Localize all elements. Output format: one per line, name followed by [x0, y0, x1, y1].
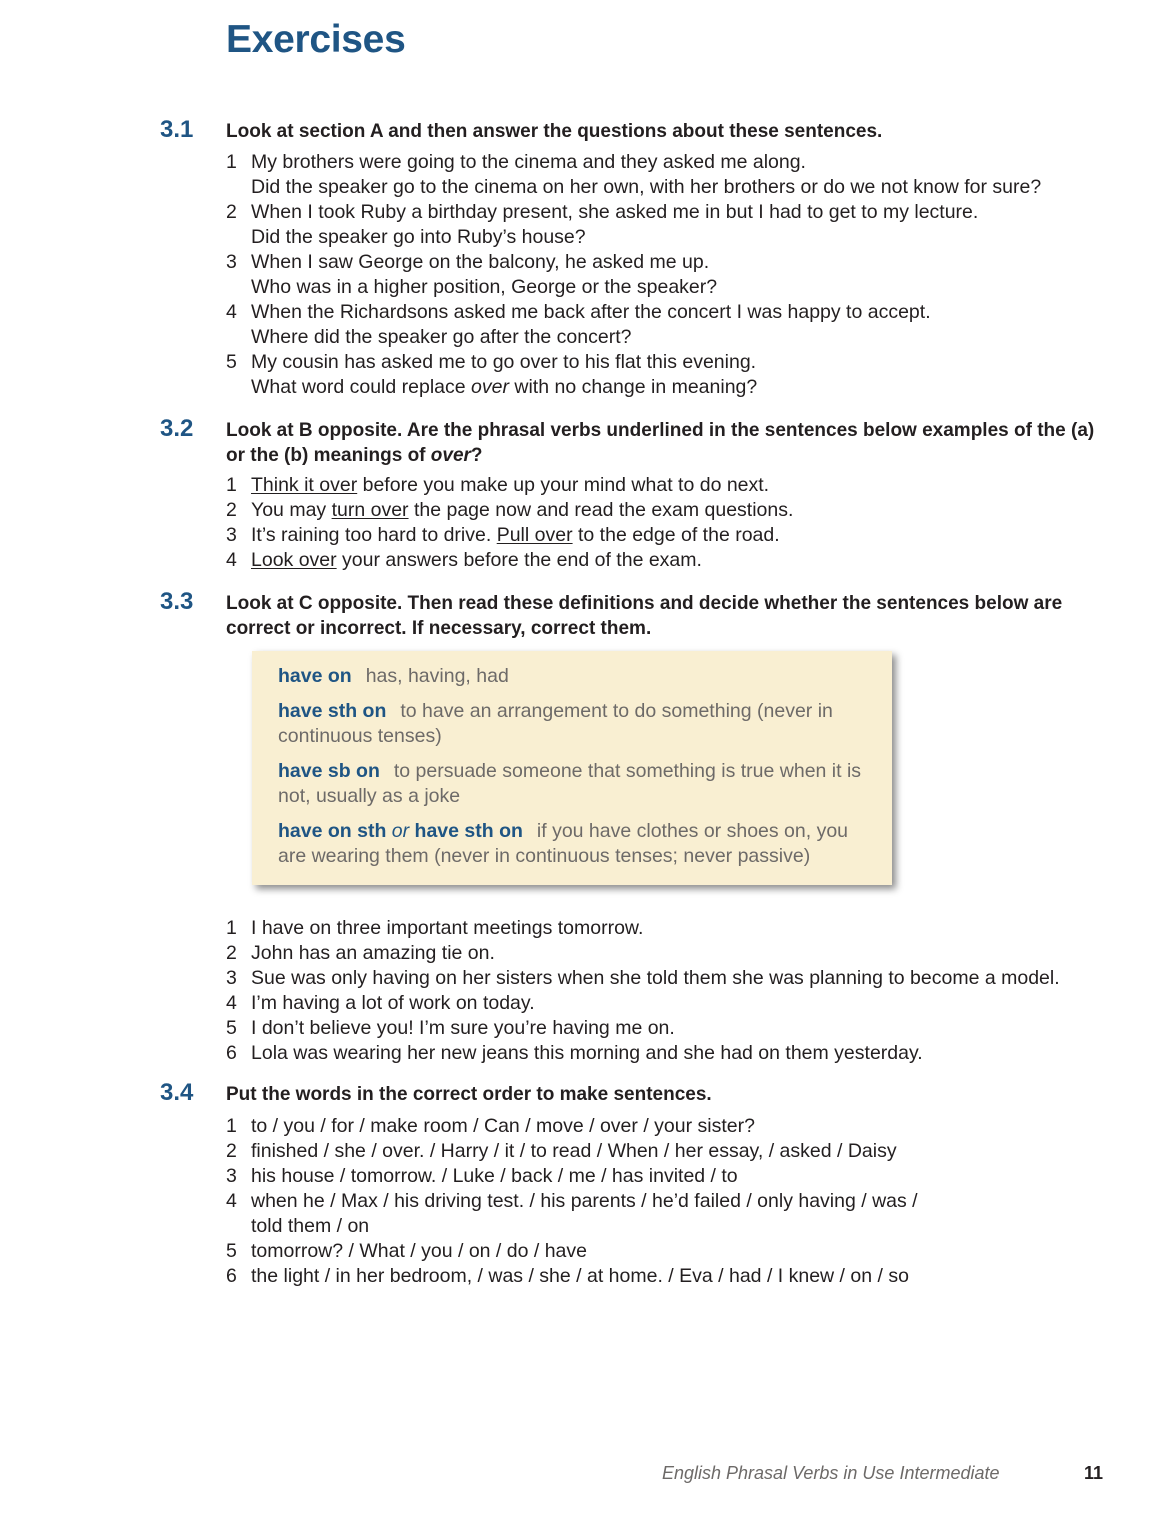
definition-entry	[278, 699, 872, 749]
list-item: 4 when he / Max / his driving test. / his parents / he’d failed / only having / was / told them / on	[226, 1190, 918, 1237]
item-number: 5	[226, 351, 237, 373]
item-number: 3	[226, 251, 237, 273]
item-number: 1	[226, 151, 237, 173]
emphasis: over	[471, 376, 509, 398]
item-question: Who was in a higher position, George or the speaker?	[251, 276, 718, 298]
list-item: 3 his house / tomorrow. / Luke / back / me / has invited / to	[226, 1165, 738, 1187]
list-item: 1 Think it over before you make up your mind what to do next.	[226, 474, 770, 496]
page-title: Exercises	[226, 18, 406, 61]
list-item: 4 Look over your answers before the end of the exam.	[226, 549, 702, 571]
item-number: 4	[226, 549, 237, 571]
exercise-number: 3.1	[160, 116, 194, 143]
headword: have sb on	[278, 760, 380, 782]
exercise-instruction: Put the words in the correct order to make sentences.	[226, 1084, 712, 1105]
list-item: 3 It’s raining too hard to drive. Pull over to the edge of the road.	[226, 524, 780, 546]
list-item	[226, 150, 1106, 200]
definition-text: to have an arrangement to do something (never in continuous tenses)	[278, 700, 833, 747]
item-question: What word could replace over with no change in meaning?	[251, 376, 758, 398]
emphasis: over	[430, 445, 471, 466]
list-item: 2 John has an amazing tie on.	[226, 942, 495, 964]
definition-text: if you have clothes or shoes on, you are wearing them (never in continuous tenses; never passive)	[278, 820, 849, 867]
definition-text: has, having, had	[365, 665, 509, 687]
item-number: 5	[226, 1017, 237, 1039]
item-question: Did the speaker go to the cinema on her own, with her brothers or do we not know for sure?	[251, 176, 1042, 198]
list-item: 1 I have on three important meetings tomorrow.	[226, 917, 644, 939]
item-number: 2	[226, 499, 237, 521]
headword: have on	[278, 665, 352, 687]
definition-entry	[278, 664, 872, 689]
definitions-box	[252, 651, 892, 885]
exercise-instruction: Look at C opposite. Then read these definitions and decide whether the sentences below are correct or incorrect. If necessary, correct them.	[226, 593, 1063, 639]
list-item: 1 to / you / for / make room / Can / move / over / your sister?	[226, 1115, 755, 1137]
headword: have sth on	[278, 700, 387, 722]
item-number: 6	[226, 1265, 237, 1287]
item-number: 2	[226, 1140, 237, 1162]
list-item	[226, 300, 1106, 350]
item-number: 3	[226, 524, 237, 546]
exercise-instruction: Look at section A and then answer the questions about these sentences.	[226, 121, 883, 142]
headword: have on sth or have sth on	[278, 820, 523, 842]
list-item: 2 You may turn over the page now and read the exam questions.	[226, 499, 794, 521]
exercise-3-4-list	[226, 1114, 1106, 1289]
list-item: 6 the light / in her bedroom, / was / she / at home. / Eva / had / I knew / on / so	[226, 1265, 909, 1287]
list-item	[226, 350, 1106, 400]
exercise-3-1-list	[226, 150, 1106, 400]
item-sentence: When the Richardsons asked me back after the concert I was happy to accept.	[251, 301, 931, 323]
item-number: 2	[226, 201, 237, 223]
item-number: 4	[226, 992, 237, 1014]
item-number: 6	[226, 1042, 237, 1064]
list-item: 3 Sue was only having on her sisters when she told them she was planning to become a model.	[226, 967, 1060, 989]
definition-entry	[278, 819, 872, 869]
item-number: 4	[226, 1190, 237, 1212]
underlined-phrasal-verb: turn over	[331, 499, 409, 521]
list-item	[226, 250, 1106, 300]
definition-entry	[278, 759, 872, 809]
exercise-3-3-list	[226, 916, 1106, 1066]
item-question: Did the speaker go into Ruby’s house?	[251, 226, 586, 248]
item-number: 2	[226, 942, 237, 964]
definition-text: to persuade someone that something is true when it is not, usually as a joke	[278, 760, 862, 807]
item-number: 3	[226, 967, 237, 989]
item-number: 1	[226, 1115, 237, 1137]
item-number: 1	[226, 917, 237, 939]
item-number: 1	[226, 474, 237, 496]
list-item: 5 tomorrow? / What / you / on / do / have	[226, 1240, 587, 1262]
exercise-number: 3.3	[160, 588, 194, 615]
list-item: 2 finished / she / over. / Harry / it / to read / When / her essay, / asked / Daisy	[226, 1140, 897, 1162]
list-item: 6 Lola was wearing her new jeans this morning and she had on them yesterday.	[226, 1042, 923, 1064]
item-number: 4	[226, 301, 237, 323]
item-number: 5	[226, 1240, 237, 1262]
item-question: Where did the speaker go after the concert?	[251, 326, 632, 348]
list-item	[226, 200, 1106, 250]
exercise-number: 3.4	[160, 1079, 194, 1106]
item-sentence: When I took Ruby a birthday present, she asked me in but I had to get to my lecture.	[251, 201, 979, 223]
underlined-phrasal-verb: Think it over	[251, 474, 358, 496]
item-sentence: When I saw George on the balcony, he asked me up.	[251, 251, 710, 273]
exercise-number: 3.2	[160, 415, 194, 442]
item-sentence: My cousin has asked me to go over to his flat this evening.	[251, 351, 757, 373]
underlined-phrasal-verb: Pull over	[496, 524, 573, 546]
page-number: 11	[1084, 1463, 1104, 1483]
footer-book-title: English Phrasal Verbs in Use Intermediate	[662, 1463, 1000, 1483]
list-item: 4 I’m having a lot of work on today.	[226, 992, 535, 1014]
underlined-phrasal-verb: Look over	[251, 549, 337, 571]
item-sentence: My brothers were going to the cinema and they asked me along.	[251, 151, 806, 173]
exercise-3-2-list	[226, 473, 1106, 573]
list-item: 5 I don’t believe you! I’m sure you’re having me on.	[226, 1017, 675, 1039]
exercise-instruction: Look at B opposite. Are the phrasal verbs underlined in the sentences below examples of the (a) or the (b) meanings of over?	[226, 420, 1095, 466]
item-number: 3	[226, 1165, 237, 1187]
